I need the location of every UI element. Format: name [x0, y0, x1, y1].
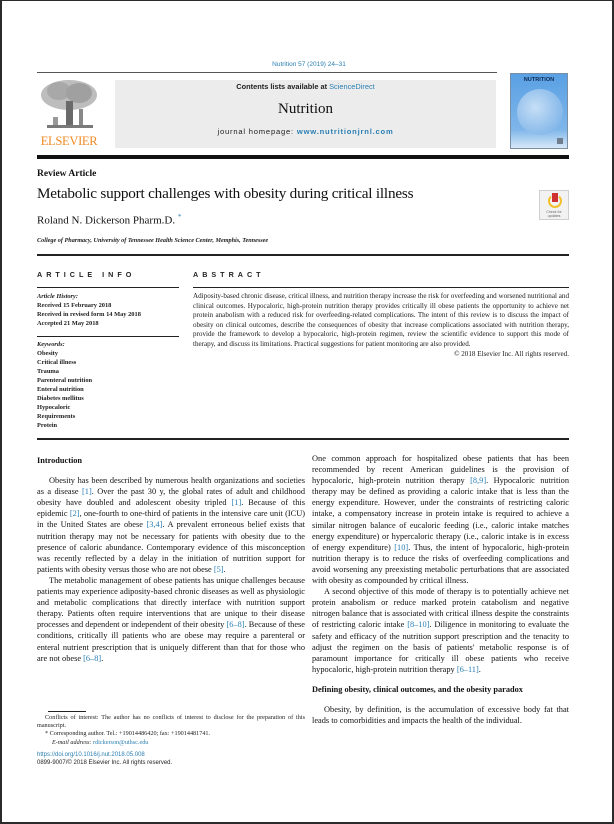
- corresponding-author-mark[interactable]: *: [177, 213, 182, 221]
- keyword: Protein: [37, 422, 58, 429]
- citation-link[interactable]: [8–10]: [407, 620, 430, 630]
- citation-link[interactable]: [6–8]: [226, 620, 245, 630]
- affiliation: College of Pharmacy, University of Tennessee Health Science Center, Memphis, Tennessee: [37, 237, 269, 244]
- cover-publisher-icon: [557, 138, 563, 144]
- globe-icon: [517, 89, 563, 135]
- contents-line: [115, 82, 496, 91]
- keywords-list: [37, 340, 92, 430]
- keyword: Obesity: [37, 350, 58, 357]
- homepage-link[interactable]: www.nutritionjrnl.com: [296, 127, 394, 136]
- right-paragraph-1: One common approach for hospitalized obese patients that has been recommended by recent American guidelines is the provision of hypocaloric, high-protein nutrition therapy [8,9]. Hypocaloric nutrition therapy may be defined as providing a caloric intake that is less than the energy expenditure. However, under the constraints of restricting caloric intake, a compensatory increase in protein intake is required to achieve a similar nitrogen balance of eucaloric feeding (i.e., caloric intake matches energy expenditure) or hypercaloric therapy (i.e., caloric intake is in excess of energy expenditure) [10]. Thus, the intent of hypocaloric, high-protein nutrition therapy is to reduce the risks of overfeeding complications and avoid worsening any preexisting metabolic perturbations that are associated with obesity as compounded by critical illness.: [312, 454, 569, 586]
- body-rule: [37, 438, 569, 440]
- article-type: Review Article: [37, 169, 97, 179]
- email-footnote: [37, 739, 305, 747]
- keyword: Enteral nutrition: [37, 386, 84, 393]
- conflicts-footnote: Conflicts of interest: The author has no conflicts of interest to disclose for the preparation of this manuscript.: [37, 714, 305, 730]
- left-column: [37, 455, 305, 664]
- journal-name: Nutrition: [278, 101, 333, 117]
- keyword: Critical illness: [37, 359, 77, 366]
- abstract-body: [193, 292, 569, 359]
- journal-citation[interactable]: Nutrition 57 (2019) 24–31: [272, 61, 346, 68]
- journal-banner: [115, 80, 496, 148]
- check-for-updates-button[interactable]: [539, 190, 569, 220]
- citation-link[interactable]: [6–11]: [456, 664, 479, 674]
- keyword: Parenteral nutrition: [37, 377, 93, 384]
- email-link[interactable]: rdickerson@uthsc.edu: [93, 738, 149, 746]
- keyword: Diabetes mellitus: [37, 395, 84, 402]
- elsevier-wordmark: ELSEVIER: [40, 134, 98, 148]
- doi-link[interactable]: https://doi.org/10.1016/j.nut.2018.05.008: [37, 752, 145, 758]
- history-accepted: Accepted 21 May 2018: [37, 320, 99, 327]
- author-line: [37, 213, 181, 227]
- article-title: Metabolic support challenges with obesity during critical illness: [37, 185, 414, 202]
- check-updates-label: Check for updates: [546, 210, 562, 218]
- email-label: E-mail address:: [52, 738, 94, 746]
- keyword: Hypocaloric: [37, 404, 71, 411]
- history-revised: Received in revised form 14 May 2018: [37, 311, 141, 318]
- doi-block: [37, 751, 172, 768]
- keywords-rule: [37, 336, 179, 337]
- citation-link[interactable]: [2]: [69, 509, 80, 519]
- intro-paragraph-1: Obesity has been described by numerous health organizations and societies as a disease [1]. Over the past 30 y, the global rates of adult and childhood obesity have doubled and adolescent obesity tripled [1]. Because of this epidemic [2], one-fourth to one-third of patients in the intensive care unit (ICU) in the United States are obese [3,4]. A prevalent erroneous belief exists that nutrition therapy may not be necessary for patients with obesity due to the presence of caloric abundance. Contemporary evidence of this misconception was recently reflected by a delay in the initiation of nutrition support for patients with obesity versus those who are not obese [5].: [37, 476, 306, 574]
- history-label: Article History:: [37, 293, 79, 300]
- article-history: [37, 292, 141, 328]
- homepage-prefix: journal homepage:: [217, 127, 297, 136]
- article-info-rule: [37, 287, 179, 288]
- cover-title: NUTRITION: [523, 77, 555, 83]
- abstract-text: Adiposity-based chronic disease, critical illness, and nutrition therapy increase the risk for overfeeding and worsened nutritional and clinical outcomes. Hypocaloric, high-protein nutrition therapy provides critically ill obese patients the opportunity to achieve net protein anabolism with a reduced risk for overfeeding-related complications. The intent of this review is to discuss the impact of obesity on clinical outcomes, describe the consequences of obesity that increase complications associated with nutrition therapy, provide the framework to develop a hypocaloric, high-protein regimen, review the scientific evidence to support this mode of therapy, and discuss its limitations. Practical suggestions for patient monitoring are also provided.: [193, 292, 569, 348]
- history-received: Received 15 February 2018: [37, 302, 112, 309]
- elsevier-logo[interactable]: [37, 79, 101, 149]
- bookmark-icon: [552, 193, 558, 202]
- keyword: Requirements: [37, 413, 76, 420]
- citation-link[interactable]: [1]: [231, 498, 242, 508]
- intro-paragraph-2: The metabolic management of obese patients has unique challenges because patients may experience adiposity-based chronic diseases as well as physiologic and metabolic complications that directly interface with nutrition support therapy. Patients often require interventions that are unique to their disease processes and dependent or independent of their obesity [6–8]. Because of these conditions, critically ill patients who are obese may require a parenteral or enteral nutrient prescription that is uniquely different than that for those who are not obese [6–8].: [37, 575, 305, 663]
- introduction-heading: Introduction: [37, 456, 83, 465]
- obesity-section-heading: Defining obesity, clinical outcomes, and the obesity paradox: [312, 684, 523, 694]
- citation-link[interactable]: [3,4]: [146, 520, 163, 530]
- issn-copyright: 0899-9007/© 2018 Elsevier Inc. All rights reserved.: [37, 760, 173, 767]
- citation-link[interactable]: [5]: [213, 564, 224, 574]
- abstract-heading: ABSTRACT: [193, 270, 265, 279]
- sciencedirect-link[interactable]: ScienceDirect: [329, 82, 375, 91]
- header-rule: [37, 72, 497, 73]
- keywords-label: Keywords:: [37, 341, 65, 348]
- header-thick-rule: [37, 155, 569, 159]
- corresponding-footnote: * Corresponding author. Tel.: +19014486420; fax: +19014481741.: [45, 730, 211, 738]
- right-paragraph-2: A second objective of this mode of therapy is to potentially achieve net protein anabolism or reduce marked protein catabolism and negative nitrogen balance that is associated with critical illness despite the constraints of restricting caloric intake [8–10]. Diligence in monitoring to evaluate the safety and efficacy of the nutrition support prescription and the tenacity to adjust the regimen on the basis of patients' metabolic response is of paramount importance for critically ill obese patients who receive hypocaloric, high-protein nutrition therapy [6–11].: [312, 587, 569, 674]
- citation-link[interactable]: [6–8]: [83, 653, 102, 663]
- citation-link[interactable]: [8,9]: [470, 476, 487, 486]
- author-name[interactable]: Roland N. Dickerson Pharm.D.: [37, 214, 176, 227]
- elsevier-tree-icon: [39, 79, 99, 131]
- journal-cover-image[interactable]: [510, 73, 568, 149]
- right-paragraph-3: Obesity, by definition, is the accumulation of excessive body fat that leads to comorbidities and impacts the health of the individual.: [312, 704, 569, 726]
- citation-link[interactable]: [10]: [394, 542, 409, 552]
- right-column: [312, 453, 569, 726]
- abstract-rule: [193, 287, 569, 288]
- homepage-line: [115, 127, 496, 136]
- keyword: Trauma: [37, 368, 59, 375]
- citation-link[interactable]: [1]: [82, 487, 92, 497]
- footnote-rule: [48, 711, 86, 712]
- article-info-heading: ARTICLE INFO: [37, 270, 136, 279]
- footnotes: [37, 714, 305, 747]
- section-rule: [37, 254, 569, 256]
- contents-prefix: Contents lists available at: [236, 82, 330, 91]
- abstract-copyright: © 2018 Elsevier Inc. All rights reserved.: [454, 349, 569, 358]
